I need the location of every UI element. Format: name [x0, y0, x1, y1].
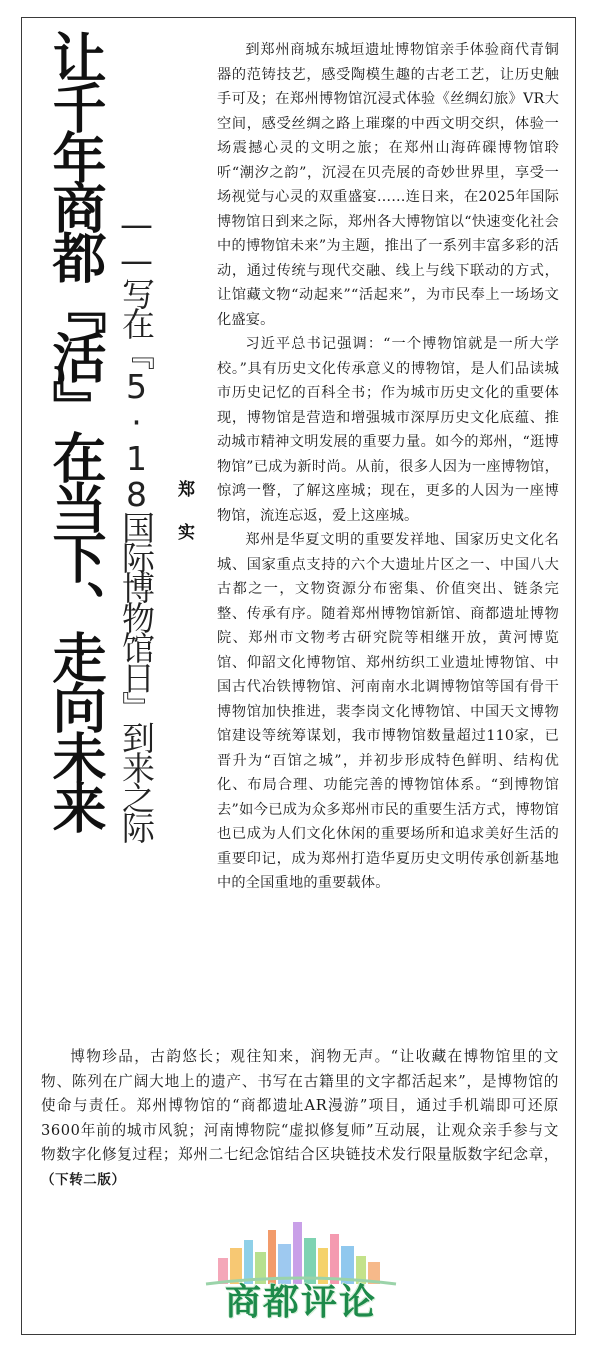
paragraph-text: 博物珍品，古韵悠长；观往知来，润物无声。“让收藏在博物馆里的文物、陈列在广阔大地上的遗产、书写在古籍里的文字都活起来”，是博物馆的使命与责任。郑州博物馆的“商都遗址AR漫游”项目，通过手机端即可还原3600年前的城市风貌；河南博物院“虚拟修复师”互动展，让观众亲手参与文物数字化修复过程；郑州二七纪念馆结合区块链技术发行限量版数字纪念章，: [41, 1048, 559, 1163]
author-byline: 郑 实: [174, 480, 194, 543]
continued-note: （下转二版）: [41, 1171, 126, 1188]
headline: 让千年商都『活』在当下、走向未来: [44, 30, 107, 830]
column-logo-text: 商都评论: [224, 1282, 377, 1323]
subheadline: ——写在『5·18国际博物馆日』到来之际: [117, 205, 156, 841]
column-logo: [196, 1218, 406, 1323]
paragraph: [41, 1045, 559, 1192]
body-column: [217, 38, 559, 896]
paragraph: 习近平总书记强调：“一个博物馆就是一所大学校。”具有历史文化传承意义的博物馆，是人们品读城市历史记忆的百科全书；作为城市历史文化的重要体现，博物馆是营造和增强城市深厚历史文化底蕴、推动城市精神文明发展的重要力量。如今的郑州，“逛博物馆”已成为新时尚。从前，很多人因为一座博物馆，惊鸿一瞥，了解这座城；现在，更多的人因为一座博物馆，流连忘返，爱上这座城。: [217, 336, 559, 524]
paragraph: 郑州是华夏文明的重要发祥地、国家历史文化名城、国家重点支持的六个大遗址片区之一、中国八大古都之一，文物资源分布密集、价值突出、链条完整、传承有序。随着郑州博物馆新馆、商都遗址博物院、郑州市文物考古研究院等相继开放，黄河博览馆、仰韶文化博物馆、郑州纺织工业遗址博物馆、中国古代冶铁博物馆、河南南水北调博物馆等国有骨干博物馆加快推进，裴李岗文化博物馆、中国天文博物馆建设等统筹谋划，我市博物馆数量超过110家，已晋升为“百馆之城”，并初步形成特色鲜明、结构优化、布局合理、功能完善的博物馆体系。“到博物馆去”如今已成为众多郑州市民的重要生活方式，博物馆也已成为人们文化休闲的重要场所和追求美好生活的重要印记，成为郑州打造华夏历史文明传承创新基地中的全国重地的重要载体。: [217, 532, 559, 891]
paragraph: 到郑州商城东城垣遗址博物馆亲手体验商代青铜器的范铸技艺，感受陶模生趣的古老工艺，让历史触手可及；在郑州博物馆沉浸式体验《丝绸幻旅》VR大空间，感受丝绸之路上璀璨的中西文明交织，体验一场震撼心灵的文明之旅；在郑州山海砗磲博物馆聆听“潮汐之韵”，沉浸在贝壳展的奇妙世界里，享受一场视觉与心灵的双重盛宴……连日来，在2025年国际博物馆日到来之际，郑州各大博物馆以“快速变化社会中的博物馆未来”为主题，推出了一系列丰富多彩的活动，通过传统与现代交融、线上与线下联动的方式，让馆藏文物“动起来”“活起来”，为市民奉上一场场文化盛宴。: [217, 42, 559, 328]
body-full-width: [41, 1045, 559, 1192]
